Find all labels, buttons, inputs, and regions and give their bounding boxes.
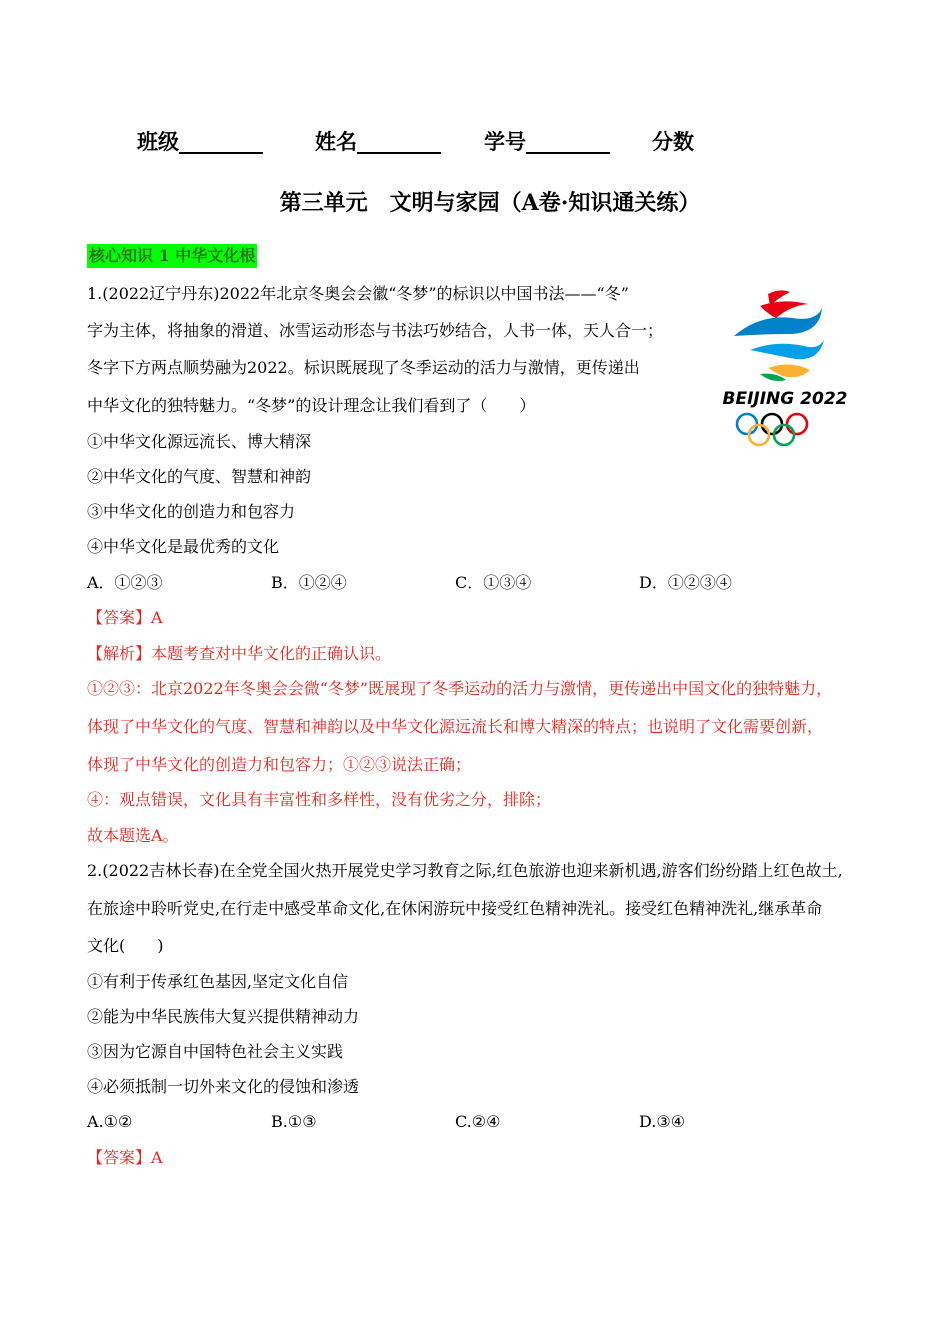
emblem-text: BEIJING 2022	[722, 389, 848, 409]
beijing-2022-emblem	[720, 284, 850, 456]
q1-option-c: C．①③④	[455, 573, 532, 592]
class-field-label: 班级________	[137, 129, 263, 154]
q1-analysis-line-2: 体现了中华文化的气度、智慧和神韵以及中华文化源远流长和博大精深的特点；也说明了文化需要创新，	[87, 717, 824, 736]
q1-line-4: 中华文化的独特魅力。“冬梦”的设计理念让我们看到了（ ）	[87, 396, 536, 415]
name-field-label: 姓名________	[315, 129, 441, 154]
q1-statement-4: ④中华文化是最优秀的文化	[87, 537, 280, 556]
q1-analysis-line-3: 体现了中华文化的创造力和包容力；①②③说法正确；	[87, 755, 472, 774]
q1-answer-value: A	[151, 608, 163, 627]
q1-analysis-text: 本题考查对中华文化的正确认识。	[151, 644, 392, 663]
q1-answer	[87, 608, 163, 628]
q2-statement-4: ④必须抵制一切外来文化的侵蚀和渗透	[87, 1077, 360, 1096]
q2-option-b: B.①③	[271, 1112, 317, 1131]
q1-analysis-line-1: ①②③：北京2022年冬奥会会微“冬梦”既展现了冬季运动的活力与激情，更传递出中国文化的独特魅力，	[87, 679, 833, 698]
q2-option-d: D.③④	[639, 1112, 686, 1131]
score-field-label: 分数	[652, 129, 694, 154]
q1-line-2: 字为主体，将抽象的滑道、冰雪运动形态与书法巧妙结合，人书一体，天人合一；	[87, 321, 664, 340]
q1-analysis-label: 【解析】	[87, 644, 152, 663]
q2-answer-value: A	[151, 1148, 163, 1167]
ring-green	[774, 425, 794, 445]
q1-statement-3: ③中华文化的创造力和包容力	[87, 502, 296, 521]
q2-line-3: 文化( )	[87, 936, 164, 955]
q2-line-2: 在旅途中聆听党史,在行走中感受革命文化,在休闲游玩中接受红色精神洗礼。接受红色精神洗礼,继承革命	[87, 899, 823, 918]
q2-option-c: C.②④	[455, 1112, 501, 1131]
q1-option-a: A．①②③	[87, 573, 163, 592]
q2-line-1: 2.(2022吉林长春)在全党全国火热开展党史学习教育之际,红色旅游也迎来新机遇,游客们纷纷踏上红色故土,	[87, 861, 843, 880]
emblem-stroke-red	[760, 301, 808, 318]
q1-option-d: D．①②③④	[639, 573, 732, 592]
q1-answer-label: 【答案】	[87, 608, 152, 627]
q1-statement-1: ①中华文化源远流长、博大精深	[87, 432, 312, 451]
q2-answer-label: 【答案】	[87, 1148, 152, 1167]
q2-option-a: A.①②	[87, 1112, 133, 1131]
q2-statement-3: ③因为它源自中国特色社会主义实践	[87, 1042, 344, 1061]
q1-line-1: 1.(2022辽宁丹东)2022年北京冬奥会会徽“冬梦”的标识以中国书法——“冬”	[87, 284, 629, 303]
ring-blue	[737, 414, 757, 434]
section-heading: 核心知识 1 中华文化根	[87, 244, 257, 268]
q2-answer	[87, 1148, 163, 1168]
q2-statement-1: ①有利于传承红色基因,坚定文化自信	[87, 972, 349, 991]
q1-option-b: B．①②④	[271, 573, 347, 592]
ring-black	[762, 414, 782, 434]
q1-analysis	[87, 644, 391, 664]
q1-analysis-line-4: ④：观点错误，文化具有丰富性和多样性，没有优劣之分，排除；	[87, 790, 552, 809]
emblem-stroke-cyan	[750, 340, 824, 359]
q2-statement-2: ②能为中华民族伟大复兴提供精神动力	[87, 1007, 360, 1026]
q1-line-3: 冬字下方两点顺势融为2022。标识既展现了冬季运动的活力与激情，更传递出	[87, 358, 640, 377]
q1-analysis-line-5: 故本题选A。	[87, 826, 179, 845]
ring-red	[787, 414, 807, 434]
q1-statement-2: ②中华文化的气度、智慧和神韵	[87, 467, 312, 486]
page-title: 第三单元 文明与家园（A卷·知识通关练）	[279, 190, 701, 216]
student-id-field-label: 学号________	[484, 129, 610, 154]
ring-yellow	[749, 425, 769, 445]
beijing-2022-emblem-graphic	[720, 284, 850, 456]
